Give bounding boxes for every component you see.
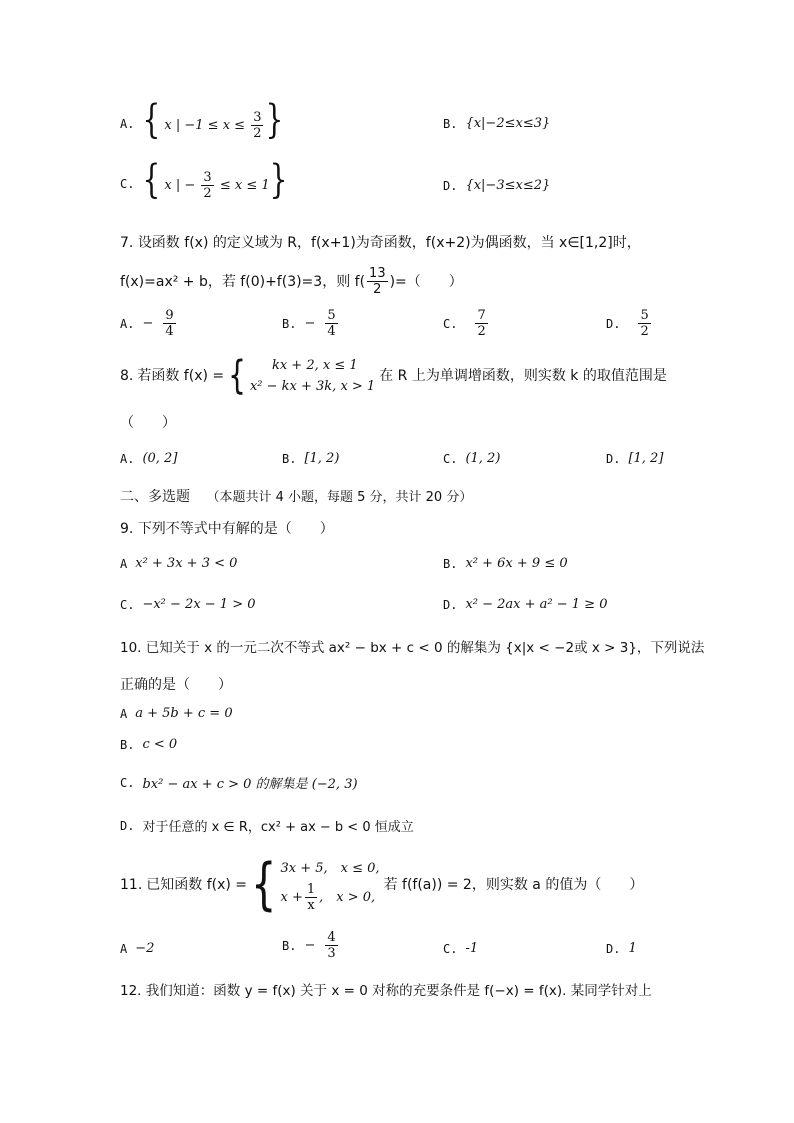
option-text: 1 xyxy=(628,941,637,956)
option-label: D. xyxy=(443,597,458,612)
q12-stem xyxy=(120,982,652,1000)
q7-option-c xyxy=(443,308,490,339)
left-brace: { xyxy=(228,352,246,399)
question-number: 11. xyxy=(120,876,143,893)
section-title: 二、多选题 xyxy=(120,489,190,505)
question-text: 在 R 上为单调增函数，则实数 k 的取值范围是 xyxy=(379,368,667,384)
option-text: 对于任意的 x ∈ R，cx² + ax − b < 0 恒成立 xyxy=(142,820,414,835)
option-label: C. xyxy=(120,775,135,790)
q7-stem-line1 xyxy=(120,234,641,252)
question-number: 12. xyxy=(120,983,142,999)
fraction-numerator: 5 xyxy=(327,308,336,323)
q8-option-a xyxy=(120,451,177,466)
section-note: （本题共计 4 小题，每题 5 分，共计 20 分） xyxy=(206,490,473,505)
option-label: A. xyxy=(120,116,135,131)
section-header xyxy=(120,488,472,507)
option-text: (0, 2] xyxy=(142,451,178,466)
q11-option-a xyxy=(120,941,154,956)
piece-2-text: , x > 0, xyxy=(319,889,376,905)
option-label: A xyxy=(120,941,128,956)
fraction-numerator: 13 xyxy=(369,266,386,281)
q11-option-c xyxy=(443,941,478,956)
fraction-denominator: 2 xyxy=(640,324,649,339)
option-label: C. xyxy=(443,941,458,956)
question-text: 设函数 f(x) 的定义域为 R，f(x+1)为奇函数，f(x+2)为偶函数，当 x∈[1,2]时， xyxy=(137,235,641,251)
q9-stem xyxy=(120,520,334,538)
q8-option-b xyxy=(282,451,339,466)
piece-2: x² − kx + 3k, x > 1 xyxy=(249,379,376,394)
fraction-numerator: 9 xyxy=(165,308,174,323)
q10-option-c xyxy=(120,773,358,792)
option-label: A xyxy=(120,556,128,571)
question-text: 我们知道：函数 y = f(x) 关于 x = 0 对称的充要条件是 f(−x) = f(x). 某同学针对上 xyxy=(145,983,652,999)
option-label: D. xyxy=(120,818,135,833)
q10-option-b xyxy=(120,737,177,752)
option-label: B. xyxy=(282,316,297,331)
option-label: D. xyxy=(606,316,621,331)
q11-stem xyxy=(120,852,644,917)
option-label: D. xyxy=(606,941,621,956)
question-text: 若 f(f(a)) = 2，则实数 a 的值为（ ） xyxy=(383,876,644,893)
option-text: x² − 2ax + a² − 1 ≥ 0 xyxy=(465,597,608,612)
question-text: )=（ ） xyxy=(389,273,463,290)
q6-option-c xyxy=(120,156,288,203)
question-number: 7. xyxy=(120,235,134,251)
option-sign: − xyxy=(142,316,154,331)
option-sign: − xyxy=(304,938,316,953)
option-text: -1 xyxy=(465,941,479,956)
option-label: B. xyxy=(282,451,297,466)
option-sign: − xyxy=(304,316,316,331)
fraction-numerator: 5 xyxy=(640,308,649,323)
option-text: {x|−3≤x≤2} xyxy=(465,178,551,193)
question-number: 10. xyxy=(120,640,142,656)
option-text: [1, 2) xyxy=(304,451,340,466)
option-text: x² + 3x + 3 < 0 xyxy=(135,556,238,571)
question-text: 下列不等式中有解的是（ ） xyxy=(137,521,334,537)
q7-stem-line2 xyxy=(120,266,463,297)
fraction-denominator: 4 xyxy=(327,324,336,339)
fraction-denominator: x xyxy=(307,898,315,913)
option-label: D. xyxy=(606,451,621,466)
option-label: A. xyxy=(120,316,135,331)
piece-1: kx + 2, x ≤ 1 xyxy=(271,358,358,373)
piecewise-rows xyxy=(281,856,380,913)
q8-answer-paren: （ ） xyxy=(120,415,176,431)
option-label: B. xyxy=(282,938,297,953)
fraction-numerator: 7 xyxy=(477,308,486,323)
option-text: (1, 2) xyxy=(465,451,501,466)
q10-stem-line1 xyxy=(120,639,704,657)
q9-option-b xyxy=(443,556,568,571)
q8-option-c xyxy=(443,451,500,466)
option-label: A. xyxy=(120,451,135,466)
fraction-numerator: 4 xyxy=(327,930,336,945)
option-label: B. xyxy=(443,116,458,131)
question-text: 已知关于 x 的一元二次不等式 ax² − bx + c < 0 的解集为 {x|x < −2或 x > 3}，下列说法 xyxy=(145,640,705,656)
q7-option-a xyxy=(120,308,178,339)
q10-stem-line2: 正确的是（ ） xyxy=(120,677,232,693)
q11-option-d xyxy=(606,941,637,956)
option-text: x² + 6x + 9 ≤ 0 xyxy=(465,556,568,571)
option-label: D. xyxy=(443,178,458,193)
q6-option-b xyxy=(443,116,550,131)
q7-option-d xyxy=(606,308,653,339)
option-text: [1, 2] xyxy=(628,451,664,466)
left-brace: { xyxy=(251,852,277,917)
option-label: B. xyxy=(120,737,135,752)
option-label: A xyxy=(120,706,128,721)
q10-option-d xyxy=(120,816,414,835)
option-text: { x | − $\frac{3}{2}$ ≤ x ≤ 1} xyxy=(142,156,288,203)
question-number: 9. xyxy=(120,521,134,537)
q8-option-d xyxy=(606,451,663,466)
option-text: bx² − ax + c > 0 的解集是 (−2, 3) xyxy=(142,777,358,792)
option-label: C. xyxy=(120,176,135,191)
question-text: 若函数 f(x) = xyxy=(137,368,225,384)
option-text: { x | −1 ≤ x ≤ $\frac{3}{2}$ } xyxy=(142,96,284,143)
option-label: C. xyxy=(443,316,458,331)
question-text: f(x)=ax² + b，若 f(0)+f(3)=3，则 f( xyxy=(120,273,366,290)
piece-2-text: x + xyxy=(280,889,303,905)
option-text: −x² − 2x − 1 > 0 xyxy=(142,597,256,612)
q6-option-a xyxy=(120,96,284,143)
option-text: a + 5b + c = 0 xyxy=(135,706,233,721)
option-text: c < 0 xyxy=(142,737,178,752)
option-label: C. xyxy=(443,451,458,466)
q9-option-d xyxy=(443,597,607,612)
q9-option-c xyxy=(120,597,256,612)
fraction-numerator: 1 xyxy=(306,882,316,897)
fraction-denominator: 2 xyxy=(373,282,382,297)
question-number: 8. xyxy=(120,368,134,384)
fraction-denominator: 3 xyxy=(327,946,336,961)
question-text: 已知函数 f(x) = xyxy=(146,876,248,893)
option-label: C. xyxy=(120,597,135,612)
option-text: −2 xyxy=(135,941,155,956)
q11-option-b xyxy=(282,930,340,961)
q10-option-a xyxy=(120,706,233,721)
q8-stem xyxy=(120,352,667,399)
fraction-denominator: 2 xyxy=(477,324,486,339)
q9-option-a xyxy=(120,556,237,571)
q6-option-d xyxy=(443,178,550,193)
option-text: {x|−2≤x≤3} xyxy=(465,116,551,131)
piece-2 xyxy=(281,882,380,913)
fraction-denominator: 4 xyxy=(165,324,174,339)
option-label: B. xyxy=(443,556,458,571)
q7-option-b xyxy=(282,308,340,339)
piece-1: 3x + 5, x ≤ 0, xyxy=(280,861,380,876)
piecewise-rows xyxy=(250,355,375,397)
